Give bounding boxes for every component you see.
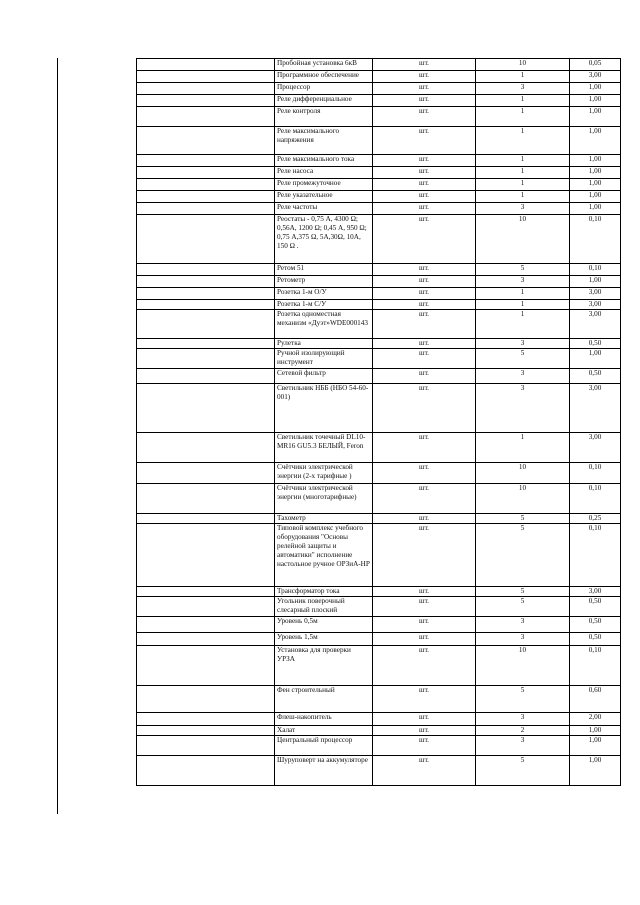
item-name-cell: Реле промежуточное bbox=[275, 179, 373, 191]
empty-cell bbox=[137, 646, 275, 686]
quantity-cell: 3 bbox=[476, 369, 570, 384]
empty-cell bbox=[137, 127, 275, 155]
empty-cell bbox=[137, 264, 275, 276]
quantity-cell: 10 bbox=[476, 646, 570, 686]
empty-cell bbox=[137, 686, 275, 713]
empty-cell bbox=[137, 617, 275, 633]
empty-cell bbox=[137, 756, 275, 786]
empty-cell bbox=[137, 59, 275, 71]
item-name-cell: Светильник точечный DL10-MR16 GU5.3 БЕЛЫЙ, Feron bbox=[275, 433, 373, 463]
unit-cell: шт. bbox=[373, 597, 476, 617]
quantity-cell: 10 bbox=[476, 215, 570, 264]
quantity-cell: 1 bbox=[476, 127, 570, 155]
unit-cell: шт. bbox=[373, 83, 476, 95]
quantity-cell: 3 bbox=[476, 276, 570, 288]
coefficient-cell: 0,50 bbox=[570, 617, 621, 633]
item-name-cell: Счётчики электрической энергии (2-х тарифные ) bbox=[275, 463, 373, 484]
table-row bbox=[137, 203, 621, 215]
table-row bbox=[137, 524, 621, 587]
quantity-cell: 1 bbox=[476, 191, 570, 203]
quantity-cell: 10 bbox=[476, 59, 570, 71]
coefficient-cell: 3,00 bbox=[570, 433, 621, 463]
empty-cell bbox=[137, 83, 275, 95]
table-row bbox=[137, 633, 621, 646]
coefficient-cell: 1,00 bbox=[570, 83, 621, 95]
coefficient-cell: 0,10 bbox=[570, 264, 621, 276]
table-row bbox=[137, 167, 621, 179]
empty-cell bbox=[137, 349, 275, 369]
coefficient-cell: 1,00 bbox=[570, 726, 621, 736]
unit-cell: шт. bbox=[373, 71, 476, 83]
quantity-cell: 5 bbox=[476, 686, 570, 713]
equipment-table bbox=[136, 58, 621, 786]
empty-cell bbox=[137, 179, 275, 191]
item-name-cell: Счётчики электрической энергии (многотарифные) bbox=[275, 484, 373, 514]
item-name-cell: Центральный процессор bbox=[275, 736, 373, 756]
quantity-cell: 10 bbox=[476, 463, 570, 484]
quantity-cell: 3 bbox=[476, 713, 570, 726]
empty-cell bbox=[137, 310, 275, 339]
unit-cell: шт. bbox=[373, 433, 476, 463]
unit-cell: шт. bbox=[373, 617, 476, 633]
empty-cell bbox=[137, 484, 275, 514]
quantity-cell: 1 bbox=[476, 310, 570, 339]
table-row bbox=[137, 179, 621, 191]
table-row bbox=[137, 369, 621, 384]
item-name-cell: Реле дифференциальное bbox=[275, 95, 373, 107]
empty-cell bbox=[137, 71, 275, 83]
coefficient-cell: 1,00 bbox=[570, 155, 621, 167]
table-row bbox=[137, 276, 621, 288]
unit-cell: шт. bbox=[373, 349, 476, 369]
coefficient-cell: 0,05 bbox=[570, 59, 621, 71]
coefficient-cell: 0,50 bbox=[570, 339, 621, 349]
item-name-cell: Фен строительный bbox=[275, 686, 373, 713]
unit-cell: шт. bbox=[373, 726, 476, 736]
item-name-cell: Реле контроля bbox=[275, 107, 373, 127]
item-name-cell: Реостаты - 0,75 А, 4300 Ω; 0,56А, 1200 Ω; 0,45 А, 950 Ω; 0,75 А,375 Ω, 5А,30Ω, 10А, 150 Ω . bbox=[275, 215, 373, 264]
table-row bbox=[137, 215, 621, 264]
table-row bbox=[137, 95, 621, 107]
table-row bbox=[137, 107, 621, 127]
empty-cell bbox=[137, 514, 275, 524]
coefficient-cell: 1,00 bbox=[570, 756, 621, 786]
item-name-cell: Трансформатор тока bbox=[275, 587, 373, 597]
table-row bbox=[137, 686, 621, 713]
unit-cell: шт. bbox=[373, 484, 476, 514]
quantity-cell: 1 bbox=[476, 300, 570, 310]
quantity-cell: 1 bbox=[476, 179, 570, 191]
quantity-cell: 1 bbox=[476, 433, 570, 463]
quantity-cell: 3 bbox=[476, 633, 570, 646]
coefficient-cell: 1,00 bbox=[570, 349, 621, 369]
table-row bbox=[137, 463, 621, 484]
quantity-cell: 1 bbox=[476, 167, 570, 179]
item-name-cell: Ретометр bbox=[275, 276, 373, 288]
item-name-cell: Халат bbox=[275, 726, 373, 736]
item-name-cell: Типовой комплекс учебного оборудования "Основы релейной защиты и автоматики" исполнение настольное ручное ОРЗиА-НР bbox=[275, 524, 373, 587]
unit-cell: шт. bbox=[373, 107, 476, 127]
coefficient-cell: 3,00 bbox=[570, 71, 621, 83]
coefficient-cell: 3,00 bbox=[570, 300, 621, 310]
item-name-cell: Розетка 1-м О/У bbox=[275, 288, 373, 300]
coefficient-cell: 1,00 bbox=[570, 127, 621, 155]
table-row bbox=[137, 83, 621, 95]
unit-cell: шт. bbox=[373, 686, 476, 713]
quantity-cell: 3 bbox=[476, 83, 570, 95]
table-row bbox=[137, 288, 621, 300]
coefficient-cell: 3,00 bbox=[570, 310, 621, 339]
empty-cell bbox=[137, 191, 275, 203]
coefficient-cell: 0,10 bbox=[570, 646, 621, 686]
empty-cell bbox=[137, 288, 275, 300]
coefficient-cell: 0,25 bbox=[570, 514, 621, 524]
table-row bbox=[137, 127, 621, 155]
item-name-cell: Ручной изолирующий инструмент bbox=[275, 349, 373, 369]
quantity-cell: 3 bbox=[476, 384, 570, 433]
quantity-cell: 2 bbox=[476, 726, 570, 736]
empty-cell bbox=[137, 276, 275, 288]
table-row bbox=[137, 310, 621, 339]
table-row bbox=[137, 155, 621, 167]
item-name-cell: Уровень 1,5м bbox=[275, 633, 373, 646]
item-name-cell: Светильник НББ (НБО 54-60-001) bbox=[275, 384, 373, 433]
table-row bbox=[137, 617, 621, 633]
unit-cell: шт. bbox=[373, 633, 476, 646]
unit-cell: шт. bbox=[373, 191, 476, 203]
item-name-cell: Реле максимального тока bbox=[275, 155, 373, 167]
empty-cell bbox=[137, 463, 275, 484]
coefficient-cell: 1,00 bbox=[570, 191, 621, 203]
item-name-cell: Реле частоты bbox=[275, 203, 373, 215]
item-name-cell: Установка для проверки УРЗА bbox=[275, 646, 373, 686]
item-name-cell: Угольник поверочный слесарный плоский bbox=[275, 597, 373, 617]
coefficient-cell: 0,50 bbox=[570, 597, 621, 617]
unit-cell: шт. bbox=[373, 514, 476, 524]
unit-cell: шт. bbox=[373, 179, 476, 191]
empty-cell bbox=[137, 433, 275, 463]
quantity-cell: 3 bbox=[476, 339, 570, 349]
coefficient-cell: 1,00 bbox=[570, 95, 621, 107]
coefficient-cell: 1,00 bbox=[570, 736, 621, 756]
quantity-cell: 5 bbox=[476, 756, 570, 786]
quantity-cell: 1 bbox=[476, 155, 570, 167]
quantity-cell: 5 bbox=[476, 524, 570, 587]
table-row bbox=[137, 384, 621, 433]
coefficient-cell: 0,50 bbox=[570, 369, 621, 384]
empty-cell bbox=[137, 587, 275, 597]
coefficient-cell: 1,00 bbox=[570, 276, 621, 288]
table-row bbox=[137, 646, 621, 686]
coefficient-cell: 0,60 bbox=[570, 686, 621, 713]
coefficient-cell: 0,10 bbox=[570, 215, 621, 264]
coefficient-cell: 1,00 bbox=[570, 179, 621, 191]
unit-cell: шт. bbox=[373, 524, 476, 587]
table-row bbox=[137, 433, 621, 463]
item-name-cell: Реле максимального напряжения bbox=[275, 127, 373, 155]
empty-cell bbox=[137, 300, 275, 310]
item-name-cell: Розетка одноместная механизм «Дуэт»WDE000143 bbox=[275, 310, 373, 339]
table-row bbox=[137, 264, 621, 276]
coefficient-cell: 1,00 bbox=[570, 107, 621, 127]
item-name-cell: Процессор bbox=[275, 83, 373, 95]
quantity-cell: 1 bbox=[476, 95, 570, 107]
unit-cell: шт. bbox=[373, 95, 476, 107]
empty-cell bbox=[137, 384, 275, 433]
quantity-cell: 3 bbox=[476, 617, 570, 633]
coefficient-cell: 1,00 bbox=[570, 167, 621, 179]
item-name-cell: Программное обеспечение bbox=[275, 71, 373, 83]
unit-cell: шт. bbox=[373, 276, 476, 288]
table-row bbox=[137, 597, 621, 617]
unit-cell: шт. bbox=[373, 300, 476, 310]
quantity-cell: 5 bbox=[476, 587, 570, 597]
empty-cell bbox=[137, 167, 275, 179]
item-name-cell: Шуруповерт на аккумуляторе bbox=[275, 756, 373, 786]
coefficient-cell: 1,00 bbox=[570, 203, 621, 215]
table-row bbox=[137, 514, 621, 524]
item-name-cell: Реле указательное bbox=[275, 191, 373, 203]
unit-cell: шт. bbox=[373, 310, 476, 339]
table-row bbox=[137, 339, 621, 349]
item-name-cell: Ретом 51 bbox=[275, 264, 373, 276]
coefficient-cell: 2,00 bbox=[570, 713, 621, 726]
table-row bbox=[137, 59, 621, 71]
table-row bbox=[137, 300, 621, 310]
coefficient-cell: 0,10 bbox=[570, 484, 621, 514]
coefficient-cell: 3,00 bbox=[570, 288, 621, 300]
empty-cell bbox=[137, 339, 275, 349]
item-name-cell: Пробойная установка 6кВ bbox=[275, 59, 373, 71]
unit-cell: шт. bbox=[373, 288, 476, 300]
unit-cell: шт. bbox=[373, 215, 476, 264]
unit-cell: шт. bbox=[373, 646, 476, 686]
unit-cell: шт. bbox=[373, 587, 476, 597]
empty-cell bbox=[137, 107, 275, 127]
quantity-cell: 10 bbox=[476, 484, 570, 514]
empty-cell bbox=[137, 736, 275, 756]
table-row bbox=[137, 349, 621, 369]
empty-cell bbox=[137, 726, 275, 736]
empty-cell bbox=[137, 524, 275, 587]
unit-cell: шт. bbox=[373, 339, 476, 349]
unit-cell: шт. bbox=[373, 713, 476, 726]
table-row bbox=[137, 726, 621, 736]
unit-cell: шт. bbox=[373, 369, 476, 384]
item-name-cell: Розетка 1-м С/У bbox=[275, 300, 373, 310]
table-row bbox=[137, 713, 621, 726]
quantity-cell: 5 bbox=[476, 349, 570, 369]
unit-cell: шт. bbox=[373, 463, 476, 484]
empty-cell bbox=[137, 369, 275, 384]
quantity-cell: 1 bbox=[476, 71, 570, 83]
unit-cell: шт. bbox=[373, 167, 476, 179]
quantity-cell: 5 bbox=[476, 597, 570, 617]
empty-cell bbox=[137, 155, 275, 167]
unit-cell: шт. bbox=[373, 756, 476, 786]
coefficient-cell: 0,10 bbox=[570, 463, 621, 484]
item-name-cell: Реле насоса bbox=[275, 167, 373, 179]
left-margin-rule bbox=[57, 58, 58, 814]
quantity-cell: 3 bbox=[476, 736, 570, 756]
table-row bbox=[137, 484, 621, 514]
unit-cell: шт. bbox=[373, 127, 476, 155]
empty-cell bbox=[137, 633, 275, 646]
unit-cell: шт. bbox=[373, 736, 476, 756]
empty-cell bbox=[137, 95, 275, 107]
item-name-cell: Сетевой фильтр bbox=[275, 369, 373, 384]
empty-cell bbox=[137, 203, 275, 215]
coefficient-cell: 3,00 bbox=[570, 384, 621, 433]
item-name-cell: Тахометр bbox=[275, 514, 373, 524]
coefficient-cell: 0,50 bbox=[570, 633, 621, 646]
quantity-cell: 3 bbox=[476, 203, 570, 215]
unit-cell: шт. bbox=[373, 384, 476, 433]
unit-cell: шт. bbox=[373, 155, 476, 167]
unit-cell: шт. bbox=[373, 59, 476, 71]
empty-cell bbox=[137, 713, 275, 726]
item-name-cell: Рулетка bbox=[275, 339, 373, 349]
quantity-cell: 1 bbox=[476, 107, 570, 127]
table-row bbox=[137, 191, 621, 203]
empty-cell bbox=[137, 215, 275, 264]
equipment-table-body bbox=[137, 59, 621, 786]
coefficient-cell: 3,00 bbox=[570, 587, 621, 597]
quantity-cell: 5 bbox=[476, 264, 570, 276]
item-name-cell: Флеш-накопитель bbox=[275, 713, 373, 726]
table-row bbox=[137, 587, 621, 597]
table-row bbox=[137, 736, 621, 756]
coefficient-cell: 0,10 bbox=[570, 524, 621, 587]
unit-cell: шт. bbox=[373, 203, 476, 215]
item-name-cell: Уровень 0,5м bbox=[275, 617, 373, 633]
quantity-cell: 5 bbox=[476, 514, 570, 524]
table-row bbox=[137, 756, 621, 786]
table-row bbox=[137, 71, 621, 83]
empty-cell bbox=[137, 597, 275, 617]
quantity-cell: 1 bbox=[476, 288, 570, 300]
unit-cell: шт. bbox=[373, 264, 476, 276]
